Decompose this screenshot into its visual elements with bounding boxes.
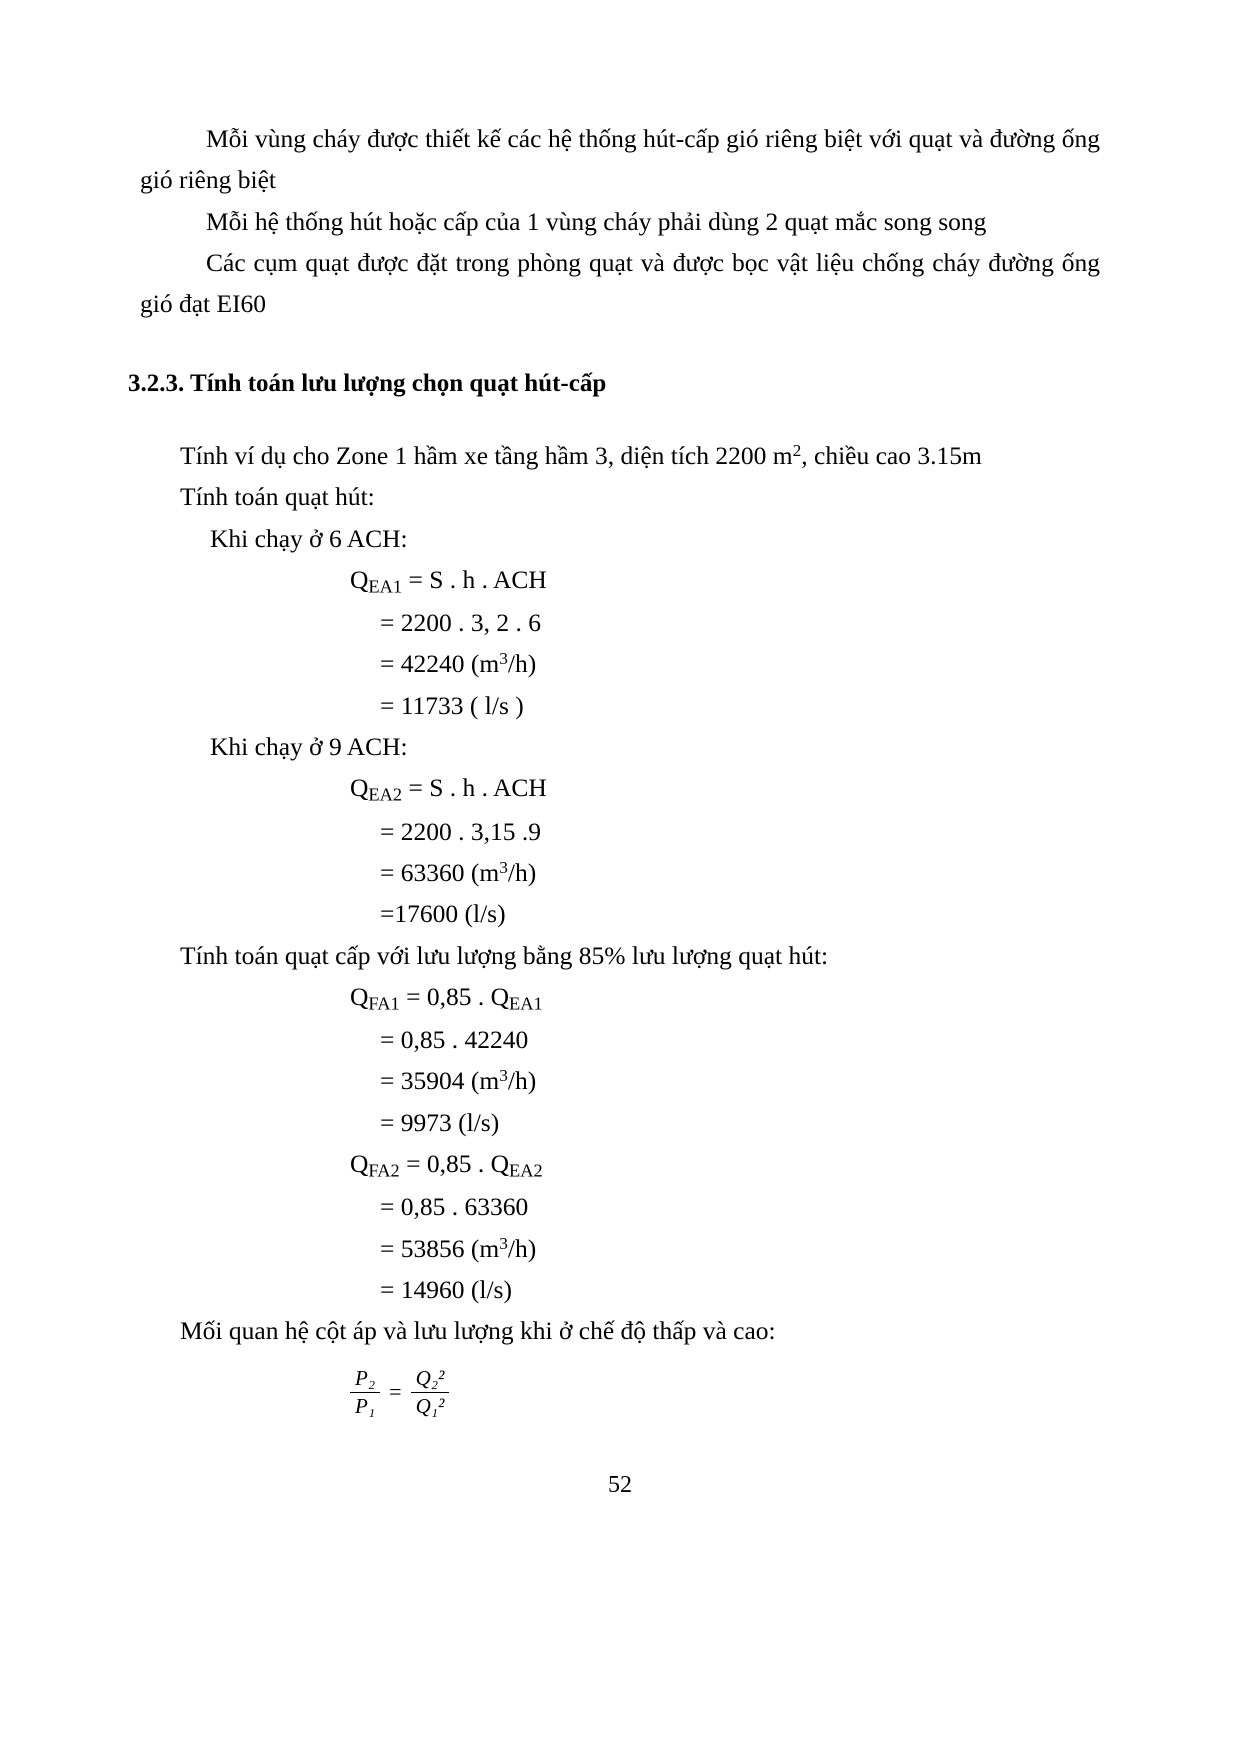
equation-1-line-3 [140, 643, 1100, 684]
page-number: 52 [608, 1472, 632, 1498]
eq3-line3-superscript: 3 [499, 1066, 508, 1086]
eq4-expression: = 0,85 . Q [399, 1149, 510, 1179]
eq1-line3-b: /h) [507, 649, 537, 679]
example-intro-text-a: Tính ví dụ cho Zone 1 hầm xe tầng hầm 3, diện tích 2200 m [180, 440, 793, 470]
eq3-expression: = 0,85 . Q [399, 981, 510, 1011]
equation-1-line-4: = 11733 ( l/s ) [380, 690, 524, 720]
equation-3-line-4: = 9973 (l/s) [380, 1107, 500, 1137]
eq1-subscript: EA1 [368, 576, 403, 597]
equation-4-line-4: = 14960 (l/s) [380, 1274, 512, 1304]
example-intro-text-b: , chiều cao 3.15m [801, 440, 982, 470]
equation-3-line-3 [140, 1060, 1100, 1101]
equation-3-line-2: = 0,85 . 42240 [380, 1025, 529, 1055]
equation-1-line-2: = 2200 . 3, 2 . 6 [380, 608, 542, 638]
eq2-symbol: Q [350, 773, 369, 803]
eq2-line3-b: /h) [507, 857, 537, 887]
eq1-line3-a: = 42240 (m [380, 649, 500, 679]
equation-4-line-1 [140, 1143, 1100, 1186]
equation-3-line-1 [140, 976, 1100, 1019]
eq2-expression: = S . h . ACH [402, 773, 547, 803]
paragraph-2: Mỗi hệ thống hút hoặc cấp của 1 vùng cháy phải dùng 2 quạt mắc song song [206, 206, 987, 236]
eq3-subscript: FA1 [368, 993, 400, 1014]
section-heading: 3.2.3. Tính toán lưu lượng chọn quạt hút-cấp [128, 370, 607, 398]
equation-2-line-4: =17600 (l/s) [380, 899, 506, 929]
paragraph-3: Các cụm quạt được đặt trong phòng quạt và được bọc vật liệu chống cháy đường ống gió đạt EI60 [140, 247, 1100, 319]
eq4-line3-b: /h) [507, 1233, 537, 1263]
paragraph-1: Mỗi vùng cháy được thiết kế các hệ thống hút-cấp gió riêng biệt với quạt và đường ống gió riêng biệt [140, 124, 1100, 195]
eq2-line3-superscript: 3 [499, 858, 508, 878]
eq3-subscript-2: EA1 [509, 993, 543, 1014]
example-intro-superscript: 2 [792, 441, 802, 461]
eq3-line3-a: = 35904 (m [380, 1066, 500, 1096]
fraction-left-numerator: P₂ [355, 1365, 376, 1390]
equation-2-line-3 [140, 852, 1100, 893]
page-content [128, 118, 1100, 1419]
eq1-expression: = S . h . ACH [402, 564, 547, 594]
eq3-symbol: Q [350, 981, 369, 1011]
case-9ach-label: Khi chạy ở 9 ACH: [210, 732, 408, 762]
equation-4-line-2: = 0,85 . 63360 [380, 1192, 529, 1222]
fraction-left [350, 1366, 380, 1419]
case-6ach-label: Khi chạy ở 6 ACH: [210, 523, 408, 553]
equation-4-line-3 [140, 1228, 1100, 1269]
fraction-equation [350, 1366, 449, 1419]
eq1-symbol: Q [350, 564, 369, 594]
exhaust-calc-intro: Tính toán quạt hút: [180, 482, 375, 512]
fraction-right-denominator: Q₁² [411, 1392, 450, 1419]
eq2-subscript: EA2 [368, 784, 403, 805]
eq4-subscript-2: EA2 [509, 1160, 543, 1181]
eq4-line3-a: = 53856 (m [380, 1233, 500, 1263]
fraction-equals-sign: = [389, 1379, 402, 1405]
equation-2-line-1 [140, 767, 1100, 810]
eq3-line3-b: /h) [507, 1066, 537, 1096]
eq2-line3-a: = 63360 (m [380, 857, 500, 887]
eq4-line3-superscript: 3 [499, 1233, 508, 1253]
fraction-right [411, 1366, 450, 1419]
equation-2-line-2: = 2200 . 3,15 .9 [380, 816, 542, 846]
pressure-flow-formula [140, 1366, 1100, 1419]
relation-intro: Mối quan hệ cột áp và lưu lượng khi ở chế độ thấp và cao: [180, 1316, 776, 1346]
eq1-line3-superscript: 3 [499, 649, 508, 669]
equation-1-line-1 [140, 559, 1100, 602]
eq4-subscript: FA2 [368, 1160, 400, 1181]
fraction-left-denominator: P₁ [350, 1392, 380, 1419]
example-intro-line [140, 435, 1100, 476]
eq4-symbol: Q [350, 1149, 369, 1179]
fraction-right-numerator: Q₂² [415, 1365, 445, 1390]
supply-calc-intro: Tính toán quạt cấp với lưu lượng bằng 85% lưu lượng quạt hút: [180, 940, 829, 970]
